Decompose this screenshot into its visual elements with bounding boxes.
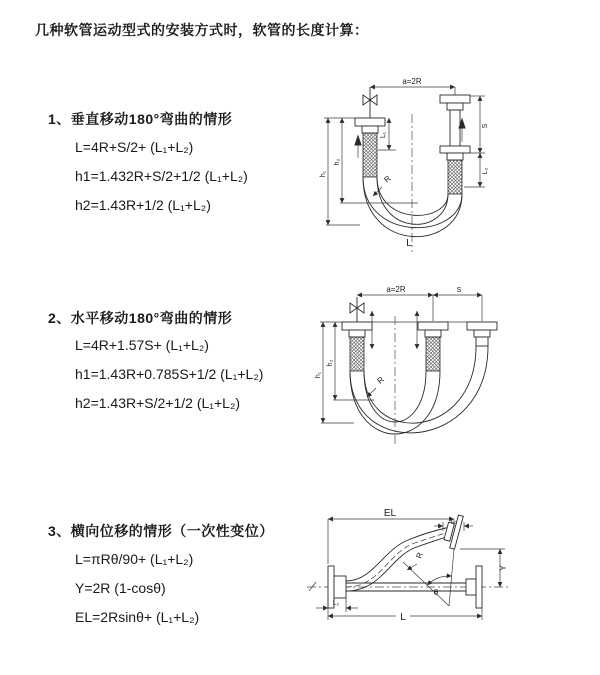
section-1-formulas [75,133,248,220]
section-2-formulas [75,331,263,418]
dim-label-l: L [406,238,412,249]
diagram-lateral-displacement [303,502,515,654]
formula-line: h2=1.43R+1/2 (L₁+L₂) [75,197,211,213]
dim-label-l2: L₂ [482,167,489,175]
braided-hose-section [426,337,440,371]
dim-label-s: S [482,123,489,129]
page-title: 几种软管运动型式的安装方式时，软管的长度计算： [35,22,369,38]
dim-label-l1: L₁ [450,518,458,525]
dim-label-h2: h₂ [327,359,334,367]
dim-label-r: R [382,173,393,185]
formula-line: EL=2Rsinθ+ (L₁+L₂) [75,609,200,625]
dim-label-l1: L₁ [380,131,387,139]
section-3-heading: 3、横向位移的情形（一次性变位） [48,523,274,539]
diagram-horizontal-180-bend [312,283,517,451]
formula-line: L=4R+S/2+ (L₁+L₂) [75,139,194,155]
dim-label-l2: L₂ [332,600,340,607]
dim-label-r: R [414,551,425,560]
dim-label-h2: h₂ [334,158,341,166]
braided-hose-section [350,337,364,371]
dim-label-r: R [375,374,386,386]
braided-hose-section [448,160,462,194]
formula-line: L=πRθ/90+ (L₁+L₂) [75,551,194,567]
formula-line: h1=1.432R+S/2+1/2 (L₁+L₂) [75,168,248,184]
formula-line: Y=2R (1-cosθ) [75,580,166,596]
dim-label-a2r: a=2R [386,285,406,294]
formula-line: L=4R+1.57S+ (L₁+L₂) [75,337,209,353]
dim-label-s: S [456,287,462,294]
diagram-vertical-180-bend [312,72,510,258]
section-3-formulas [75,545,199,632]
dim-label-h1: h₁ [315,371,322,379]
formula-line: h1=1.43R+0.785S+1/2 (L₁+L₂) [75,366,264,382]
dim-label-l: L [400,612,406,623]
dim-label-theta: θ [433,588,439,597]
dim-label-el: EL [383,508,397,519]
section-2-heading: 2、水平移动180°弯曲的情形 [48,310,233,326]
dim-label-y: Y [498,564,508,572]
dim-label-a2r: a=2R [402,77,422,86]
section-1-heading: 1、垂直移动180°弯曲的情形 [48,111,233,127]
formula-line: h2=1.43R+S/2+1/2 (L₁+L₂) [75,395,241,411]
dim-label-h1: h₁ [320,170,327,178]
braided-hose-section [363,133,377,177]
